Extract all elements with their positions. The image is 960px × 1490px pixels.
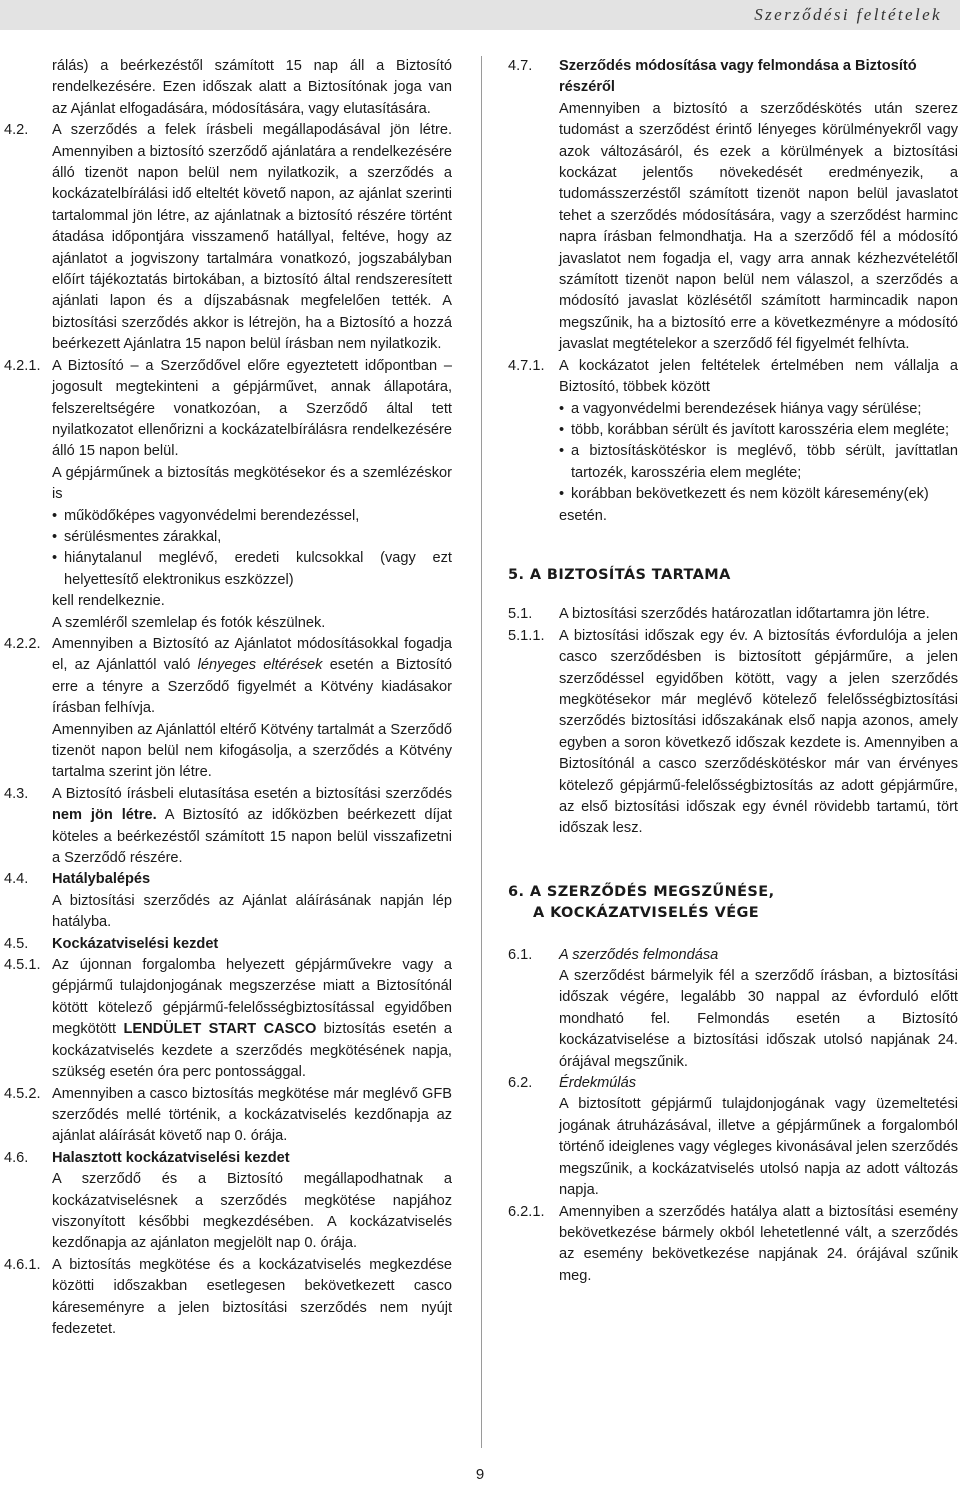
section-title: Szerződés módosítása vagy felmondása a Biztosító részéről	[559, 58, 917, 96]
paragraph: Amennyiben az Ajánlattól eltérő Kötvény tartalmát a Szerződő tizenöt napon belül nem kifogásolja, a szerződés a Kötvény tartalma szerint jön létre.	[52, 721, 452, 781]
section-number: 4.5.2.	[4, 1085, 41, 1102]
section-4-7-title	[508, 56, 958, 99]
section-title: Érdekmúlás	[559, 1075, 637, 1092]
section-number: 5.1.1.	[508, 627, 545, 644]
section-4-7-1: 4.7.1. A kockázatot jelen feltételek értelmében nem vállalja a Biztosító, többek között	[508, 357, 958, 396]
section-5-1-1: 5.1.1. A biztosítási időszak egy év. A biztosítás évfordulója a jelen casco szerződésben is biztosított gépjárműre, a jelen szerződéssel egyidőben kötött, vagy a jelen szerződés megkötésekor már meglévő kötelező felelősségbiztosítási szerződés biztosítási időszakának első napja azonos, amely egyben a soron következő időszak kezdete is. Amennyiben a Biztosítónál a casco szerződéskötéskor már van érvényes kötelező gépjármű-felelősségbiztosítás az adott gépjárműre, az első biztosítási időszak egy évnél rövidebb tartamú, tört időszak lesz.	[508, 627, 958, 837]
section-title: A szerződés felmondása	[559, 946, 719, 963]
list-item: • több, korábban sérült és javított karosszéria elem megléte;	[508, 420, 958, 441]
section-number: 4.5.1.	[4, 957, 41, 974]
section-number: 4.2.1.	[4, 357, 41, 374]
section-5-1: 5.1. A biztosítási szerződés határozatlan időtartamra jön létre.	[508, 604, 958, 625]
section-number: 6.2.1.	[508, 1203, 545, 1220]
bullet-icon: •	[559, 400, 565, 417]
chapter-heading-line-2: A KOCKÁZATVISELÉS VÉGE	[533, 905, 760, 922]
list-item: • a vagyonvédelmi berendezések hiánya vagy sérülése;	[508, 399, 958, 420]
bullet-icon: •	[52, 507, 58, 524]
column-divider	[481, 56, 482, 1448]
paragraph: A gépjárműnek a biztosítás megkötésekor és a szemlézéskor is	[52, 464, 452, 503]
section-4-2	[4, 120, 452, 355]
section-number: 4.7.	[508, 58, 533, 74]
header-title: Szerződési feltételek	[754, 5, 942, 24]
emphasis: nem jön létre.	[52, 807, 157, 824]
section-number: 4.2.	[4, 122, 29, 139]
section-number: 6.1.	[508, 946, 533, 963]
paragraph-continued: rálás) a beérkezéstől számított 15 nap áll a Biztosító rendelkezésére. Ezen időszak alatt a Biztosítónak joga van az Ajánlat elfogadására, módosítására, vagy elutasítására.	[52, 58, 452, 117]
bullet-icon: •	[559, 421, 565, 438]
section-4-5-title	[4, 934, 452, 955]
bullet-icon: •	[52, 528, 58, 545]
section-title: Halasztott kockázatviselési kezdet	[52, 1149, 290, 1166]
chapter-heading-5: 5. A BIZTOSÍTÁS TARTAMA	[508, 566, 731, 583]
section-4-6-title	[4, 1148, 452, 1169]
chapter-heading-6	[508, 882, 958, 925]
paragraph: Amennyiben a biztosító a szerződéskötés után szerez tudomást a szerződést érintő lényeges körülményekről vagy azok változásáról, és ezek a körülmények a biztosítási kockázat jelentős növekedését eredményezik, a tudomásszerzéstől számított tizenöt napon belül javaslatot tehet a szerződés módosítására, vagy a szerződést harminc napra írásban felmondhatja. Ha a szerződő fél a módosító javaslatot nem fogadja el, vagy arra annak kézhezvételétől számított tizenöt napon belül nem válaszol, a szerződés a módosító javaslat közlésétől számított harmincadik napon megszűnik, ha a biztosító erre a következményre a módosító javaslat megtételekor a szerződő fél figyelmét felhívta.	[559, 100, 958, 353]
paragraph: kell rendelkeznie.	[52, 593, 165, 610]
section-number: 4.6.	[4, 1149, 29, 1166]
section-6-2-1: 6.2.1. Amennyiben a szerződés hatálya alatt a biztosítási esemény bekövetkezése bármely okból lehetetlenné vált, a szerződés az esemény bekövetkezése napjának 24. órájával szűnik meg.	[508, 1203, 958, 1284]
section-number: 5.1.	[508, 606, 533, 623]
section-6-1-title	[508, 945, 958, 966]
paragraph: esetén.	[559, 507, 607, 524]
bullet-icon: •	[559, 443, 565, 460]
header-bar	[0, 0, 960, 30]
section-number: 4.4.	[4, 871, 29, 888]
list-item: • korábban bekövetkezett és nem közölt káresemény(ek)	[508, 484, 958, 505]
paragraph: A biztosított gépjármű tulajdonjogának vagy üzemeltetési jogának átruházásával, illetve a gépjárműnek a forgalomból történő ideiglenes vagy végleges kivonásával jelen szerződés megszűnik, a kockázatviselés utolsó napja az adott változás napja.	[559, 1096, 958, 1199]
list-item: • a biztosításkötéskor is meglévő, több sérült, javíttatlan tartozék, karosszéria elem megléte;	[559, 443, 958, 481]
list-item: • működőképes vagyonvédelmi berendezéssel,	[4, 506, 452, 527]
paragraph: A szerződő és a Biztosító megállapodhatnak a kockázatviselésnek a szerződés megkötése napjához viszonyított későbbi megkezdésében. A kockázatviselés kezdőnapja az ajánlaton megjelölt nap 0. órája.	[52, 1171, 452, 1252]
section-number: 4.6.1.	[4, 1256, 41, 1273]
paragraph: A szemléről szemlelap és fotók készülnek.	[52, 614, 326, 631]
section-title: Kockázatviselési kezdet	[52, 935, 219, 952]
bullet-icon: •	[559, 486, 565, 503]
list-item: • sérülésmentes zárakkal,	[4, 527, 452, 548]
paragraph: A szerződést bármelyik fél a szerződő írásban, a biztosítási időszak végére, legalább 30 nappal az évforduló előtt mondható fel. Felmondás esetén a Biztosító kockázatviselése a biztosítási időszak utolsó napjának 24. órájával megszűnik.	[559, 968, 958, 1070]
section-4-4-title	[4, 869, 452, 890]
section-number: 4.7.1.	[508, 357, 545, 374]
section-4-6-1: 4.6.1. A biztosítás megkötése és a kockázatviselés megkezdése közötti időszakban esetlegesen bekövetkezett casco káreseményre a jelen biztosítási szerződés nem nyújt fedezetet.	[4, 1256, 452, 1337]
section-4-2-1	[4, 356, 452, 463]
chapter-heading-line-1: 6. A SZERZŐDÉS MEGSZŰNÉSE,	[508, 883, 775, 900]
paragraph: A biztosítási szerződés az Ajánlat aláírásának napján lép hatályba.	[52, 892, 452, 931]
section-text: A Biztosító – a Szerződővel előre egyeztetett időpontban – jogosult megtekinteni a gépjárművet, annak állapotára, felszereltségére vonatkozóan, a Szerződő által tett nyilatkozatot ellenőrizni a kockázatelbírálásra rendelkezésére álló 15 napon belül.	[52, 357, 452, 460]
section-number: 4.2.2.	[4, 635, 41, 652]
left-column	[4, 56, 452, 1340]
section-4-3: 4.3. A Biztosító írásbeli elutasítása esetén a biztosítási szerződés nem jön létre. A Biztosító az időközben beérkezett díjat köteles a beérkezéstől számított 15 napon belül visszafizetni a Szerződő részére.	[4, 785, 452, 867]
section-number: 4.3.	[4, 785, 29, 802]
section-4-5-1: 4.5.1. Az újonnan forgalomba helyezett gépjárművekre vagy a gépjármű tulajdonjogának megszerzése miatt a Biztosítónál kötött kötelező gépjármű-felelősségbiztosítással egyidőben megkötött LENDÜLET START CASCO biztosítás esetén a kockázatviselés kezdete a szerződés megkötésének napja, szükség esetén óra perc pontossággal.	[4, 957, 452, 1081]
list-item: • hiánytalanul meglévő, eredeti kulcsokkal (vagy ezt helyettesítő elektronikus eszközzel)	[52, 550, 452, 588]
section-number: 4.5.	[4, 935, 29, 952]
section-6-2-title	[508, 1073, 958, 1094]
section-title: Hatálybalépés	[52, 871, 151, 888]
page-number: 9	[475, 1466, 485, 1483]
section-4-2-2: 4.2.2. Amennyiben a Biztosító az Ajánlatot módosításokkal fogadja el, az Ajánlattól való lényeges eltérések esetén a Biztosító erre a tényre a Szerződő figyelmét a Kötvény kiadásakor írásban felhívja.	[4, 635, 452, 717]
emphasis: lényeges eltérések	[197, 657, 323, 674]
product-name: LENDÜLET START CASCO	[123, 1021, 317, 1038]
section-4-5-2: 4.5.2. Amennyiben a casco biztosítás megkötése már meglévő GFB szerződés mellé történik, a kockázatviselés kezdőnapja az ajánlat aláírását követő nap 0. órája.	[4, 1085, 452, 1145]
bullet-icon: •	[52, 550, 58, 567]
section-text: A szerződés a felek írásbeli megállapodásával jön létre. Amennyiben a biztosító szerződő ajánlatára a rendelkezésére álló tizenöt napon belül nem nyilatkozik, a szerződés a kockázatelbírálási idő elteltét követő napon, az ajánlat szerinti tartalommal jön létre, az ajánlatnak a biztosító részére történt átadása időpontjára visszamenő hatállyal, feltéve, hogy az ajánlatot a jogviszony tartalmára vonatkozó, jogszabályban előírt tájékoztatás birtokában, a biztosító által rendszeresített ajánlati lapon és a díjszabásnak megfelelően tették. A biztosítási szerződés akkor is létrejön, ha a Biztosító a hozzá beérkezett Ajánlatra 15 napon belül írásban nem nyilatkozik.	[52, 122, 452, 353]
right-column	[508, 56, 958, 1287]
section-number: 6.2.	[508, 1075, 533, 1092]
